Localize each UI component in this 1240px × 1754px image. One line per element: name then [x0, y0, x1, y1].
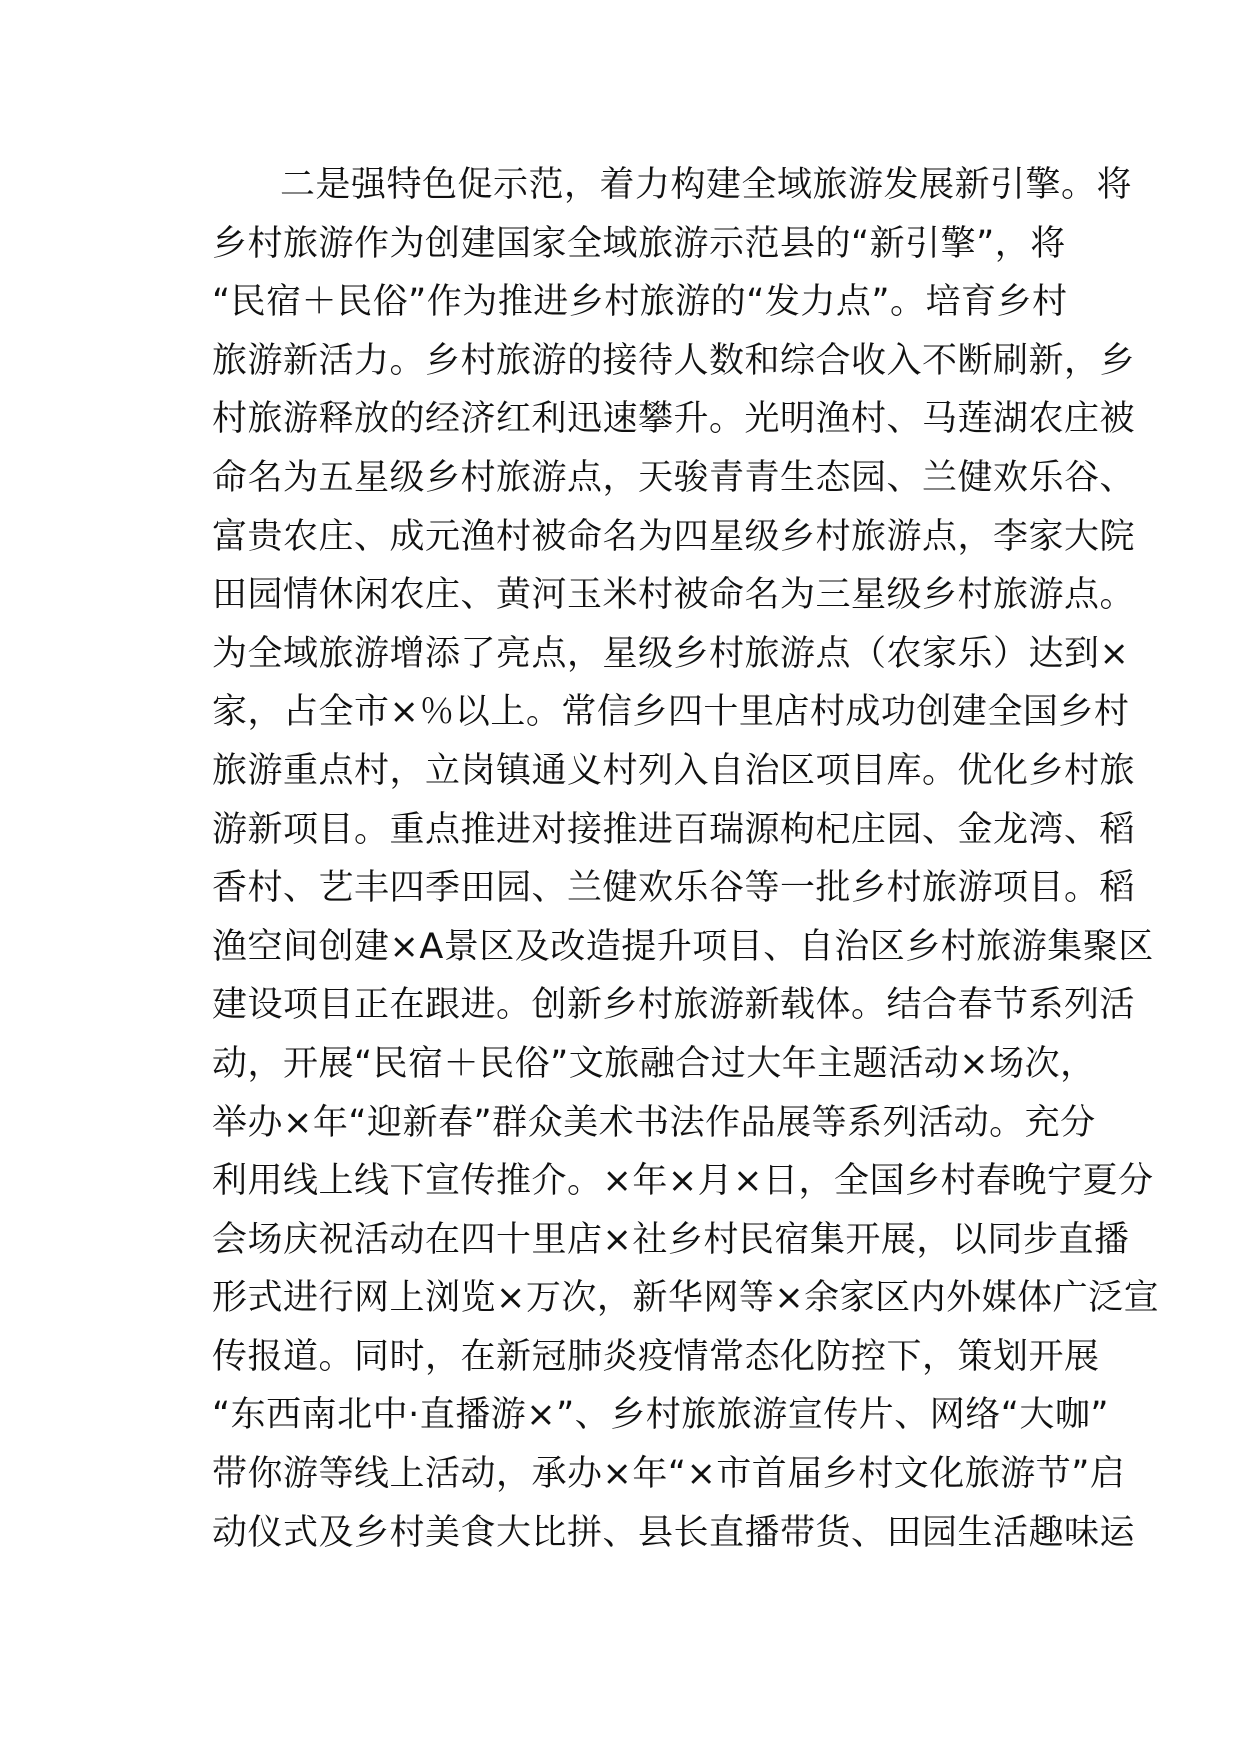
- paragraph-line: 富贵农庄、成元渔村被命名为四星级乡村旅游点，李家大院: [212, 516, 1136, 557]
- paragraph-line: 家，占全市×％以上。常信乡四十里店村成功创建全国乡村: [212, 692, 1130, 733]
- paragraph-line: 命名为五星级乡村旅游点，天骏青青生态园、兰健欢乐谷、: [212, 457, 1136, 498]
- paragraph-line: 带你游等线上活动，承办×年“×市首届乡村文化旅游节”启: [212, 1454, 1126, 1495]
- paragraph-line: 香村、艺丰四季田园、兰健欢乐谷等一批乡村旅游项目。稻: [212, 868, 1136, 909]
- paragraph-line: 举办×年“迎新春”群众美术书法作品展等系列活动。充分: [212, 1102, 1096, 1143]
- paragraph-line: 渔空间创建×A景区及改造提升项目、自治区乡村旅游集聚区: [212, 926, 1154, 967]
- paragraph-line: 动仪式及乡村美食大比拼、县长直播带货、田园生活趣味运: [212, 1512, 1136, 1553]
- paragraph: [212, 156, 1160, 1562]
- paragraph-line: 旅游新活力。乡村旅游的接待人数和综合收入不断刷新，乡: [212, 340, 1136, 381]
- paragraph-line: 利用线上线下宣传推介。×年×月×日，全国乡村春晚宁夏分: [212, 1161, 1154, 1202]
- paragraph-line: 游新项目。重点推进对接推进百瑞源枸杞庄园、金龙湾、稻: [212, 809, 1136, 850]
- paragraph-line: “东西南北中·直播游×”、乡村旅旅游宣传片、网络“大咖”: [212, 1395, 1109, 1436]
- paragraph-line: 为全域旅游增添了亮点，星级乡村旅游点（农家乐）达到×: [212, 633, 1130, 674]
- paragraph-line: 旅游重点村，立岗镇通义村列入自治区项目库。优化乡村旅: [212, 750, 1136, 791]
- paragraph-line: 村旅游释放的经济红利迅速攀升。光明渔村、马莲湖农庄被: [212, 399, 1136, 440]
- paragraph-line: 传报道。同时，在新冠肺炎疫情常态化防控下，策划开展: [212, 1336, 1100, 1377]
- paragraph-line: “民宿＋民俗”作为推进乡村旅游的“发力点”。培育乡村: [212, 282, 1068, 323]
- paragraph-line: 乡村旅游作为创建国家全域旅游示范县的“新引擎”，将: [212, 223, 1066, 264]
- paragraph-line: 二是强特色促示范，着力构建全域旅游发展新引擎。将: [280, 165, 1133, 205]
- paragraph-line: 会场庆祝活动在四十里店×社乡村民宿集开展，以同步直播: [212, 1219, 1130, 1260]
- paragraph-line: 田园情休闲农庄、黄河玉米村被命名为三星级乡村旅游点。: [212, 575, 1136, 616]
- paragraph-line: 动，开展“民宿＋民俗”文旅融合过大年主题活动×场次，: [212, 1043, 1096, 1084]
- paragraph-line: 形式进行网上浏览×万次，新华网等×余家区内外媒体广泛宣: [212, 1278, 1160, 1319]
- paragraph-line: 建设项目正在跟进。创新乡村旅游新载体。结合春节系列活: [212, 985, 1136, 1026]
